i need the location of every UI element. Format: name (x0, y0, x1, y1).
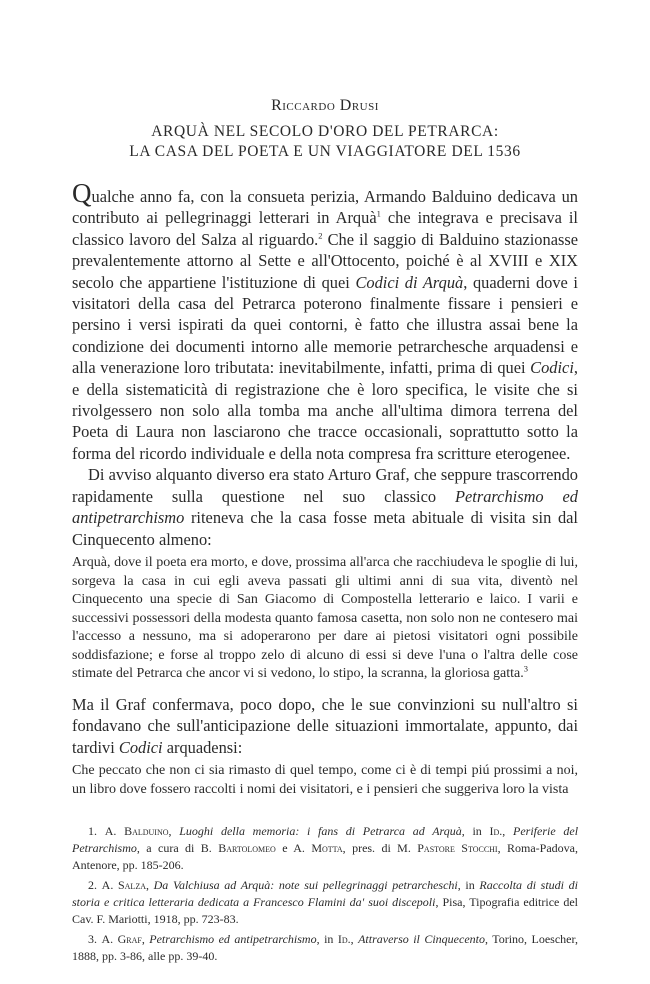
footnote-ref-1[interactable]: 1 (376, 208, 381, 219)
block-quote-1 (72, 554, 578, 684)
italic-title: Petrarchismo ed antipetrarchismo (72, 486, 578, 528)
paragraph-text: che integrava e precisava il classico lavoro del Salza al riguardo. (72, 208, 578, 249)
footnote-author: A. Balduino (104, 824, 169, 839)
footnote-sep: , (168, 824, 180, 839)
footnote-text: , a cura di B. (136, 841, 219, 856)
footnote-1 (72, 823, 578, 874)
footnote-sep: , in (457, 878, 480, 893)
footnote-work: Petrarchismo ed antipetrarchismo (149, 932, 317, 947)
footnote-sep: , (141, 932, 150, 947)
footnote-author: A. Salza (101, 878, 146, 893)
author-name: Riccardo Drusi (271, 97, 379, 114)
footnote-sep: , (145, 878, 154, 893)
footnote-id: Id. (337, 932, 351, 947)
quote-text: Arquà, dove il poeta era morto, e dove, prossima all'arca che racchiudeva le spoglie di lui, sorgeva la casa in cui egli aveva passati gli ultimi anni di sua vita, diventò nel Cinquecento una specie di San Giacomo di Compostella letterario e laico. I varii e successivi possessori della modesta quanto famosa casetta, non solo non ne contesero mai l'accesso a nessuno, ma si adoperarono per dare ai pietosi visitatori ogni possibile soddisfazione; e forse al troppo zelo di alcuno di essi si deve l'una o l'altra delle cose stimate del Petrarca che ancor vi si vedono, lo stipo, la scranna, la gloriosa gatta. (72, 554, 578, 682)
footnote-author: A. Graf (101, 932, 142, 947)
footnote-editor: Bartolomeo (218, 841, 276, 856)
footnote-editor: Pastore Stocchi (417, 841, 498, 856)
paragraph-text: Ma il Graf confermava, poco dopo, che le sue convinzioni su null'altro si fondavano che sull'anticipazione delle situazioni immortalate, appunto, dai tardivi (72, 695, 578, 757)
article-body (72, 178, 578, 799)
footnote-number: 2. (88, 878, 102, 893)
footnote-work: Da Valchiusa ad Arquà: note sui pellegrinaggi petrarcheschi (153, 878, 458, 893)
footnote-ref-2[interactable]: 2 (318, 230, 323, 241)
italic-title: Codici (530, 358, 574, 378)
paragraph-1 (72, 178, 578, 464)
footnote-text: , Pisa, Tipografia editrice del Cav. F. Mariotti, 1918, pp. 723-83. (72, 895, 578, 927)
paragraph-text: arquadensi: (162, 737, 243, 757)
footnote-work: Raccolta di studi di storia e critica letteraria dedicata a Francesco Flamini da' suoi discepoli (72, 878, 579, 910)
footnote-text: , Roma-Padova, Antenore, pp. 185-206. (72, 841, 578, 873)
paragraph-text: Che il saggio di Balduino stazionasse prevalentemente attorno al Sette e all'Ottocento, poiché è al XVIII e XIX secolo che appartiene l'istituzione di quei (72, 229, 578, 292)
footnote-text: , Torino, Loescher, 1888, pp. 3-86, alle pp. 39-40. (72, 932, 578, 964)
paragraph-text: Di avviso alquanto diverso era stato Arturo Graf, che seppure trascorrendo rapidamente sulla questione nel suo classico (72, 465, 578, 506)
footnote-number: 3. (88, 932, 102, 947)
footnote-work: Periferie del Petrarchismo (72, 824, 579, 856)
footnote-ref-3[interactable]: 3 (523, 663, 528, 674)
paragraph-text: Qualche anno fa, con la consueta perizia, Armando Balduino dedicava un contributo ai pellegrinaggi letterari in Arquà (72, 178, 578, 228)
paragraph-text: , e della sistematicità di registrazione che è loro specifica, le visite che si rivolgessero non solo alla tomba ma anche all'ultima dimora terrena del Poeta di Laura non lasciarono che tracce occasionali, soprattutto sotto la forma del ricordo individuale e della nota compresa fra scritture eterogenee. (72, 358, 578, 463)
article-page (72, 96, 578, 968)
title-line-1: ARQUÀ NEL SECOLO D'ORO DEL PETRARCA: (151, 123, 499, 140)
paragraph-2 (72, 464, 578, 550)
footnote-sep: , (350, 932, 359, 947)
footnote-work: Attraverso il Cinquecento (358, 932, 485, 947)
paragraph-text: , quaderni dove i visitatori della casa del Petrarca poterono finalmente fissare i pensieri e persino i versi ispirati da quei contorni, è fatto che illustra assai bene la condizione dei documenti intorno alle memorie petrarchesche arquadensi e alla venerazione loro tributata: inevitabilmente, infatti, prima di quei (72, 272, 578, 378)
footnote-work: Luoghi della memoria: i fans di Petrarca ad Arquà (179, 824, 462, 839)
italic-title: Codici di Arquà (355, 272, 464, 292)
footnote-2 (72, 877, 578, 928)
article-title (72, 122, 578, 162)
footnotes (72, 823, 578, 965)
footnote-number: 1. (88, 824, 105, 839)
footnote-text: e A. (275, 841, 312, 856)
footnote-id: Id. (489, 824, 503, 839)
title-line-2: LA CASA DEL POETA E UN VIAGGIATORE DEL 1536 (129, 143, 521, 160)
paragraph-text: riteneva che la casa fosse meta abituale di visita sin dal Cinquecento almeno: (72, 508, 578, 549)
footnote-text: , pres. di M. (342, 841, 418, 856)
block-quote-2: Che peccato che non ci sia rimasto di quel tempo, come ci è di tempi piú prossimi a noi, un libro dove fossero raccolti i nomi dei visitatori, e i pensieri che suggeriva loro la vista (72, 763, 578, 797)
italic-title: Codici (118, 737, 163, 757)
footnote-sep: , in (316, 932, 338, 947)
footnote-3 (72, 931, 578, 965)
footnote-editor: Motta (311, 841, 343, 856)
footnote-sep: , in (461, 824, 490, 839)
footnote-sep: , (502, 824, 514, 839)
paragraph-3 (72, 694, 578, 758)
